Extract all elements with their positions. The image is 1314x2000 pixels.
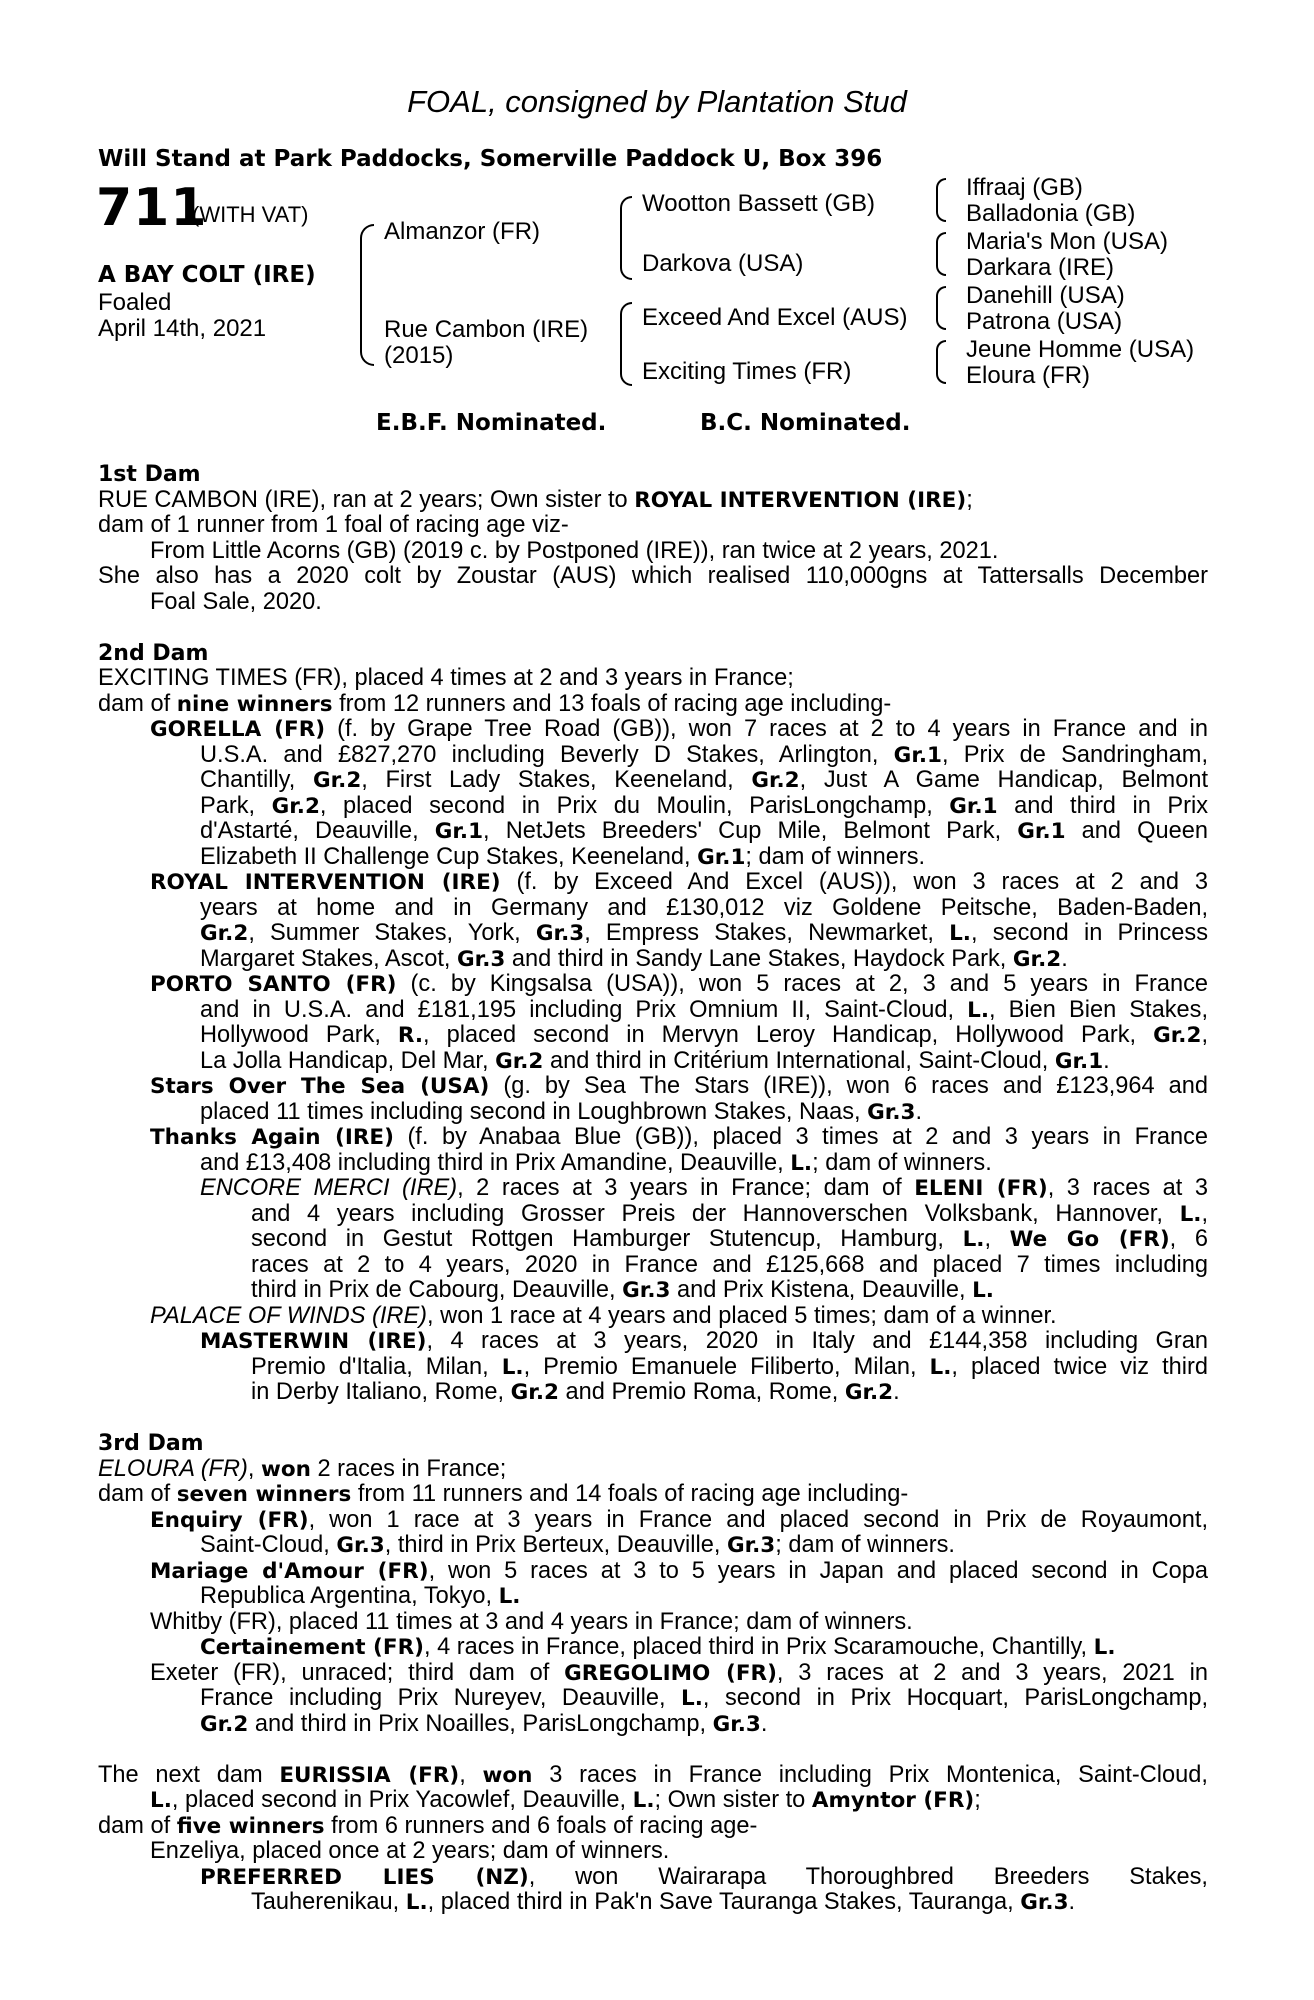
section-heading [98, 641, 1208, 667]
line-text: , second in Princess [970, 920, 1208, 946]
bold-text: ELENI (FR) [914, 1176, 1048, 1201]
line-text: dam of 1 runner from 1 foal of racing age viz- [98, 512, 569, 538]
line-text: Tauherenikau, [251, 1889, 406, 1915]
line-text: d'Astarté, Deauville, [200, 818, 435, 844]
line-text: U.S.A. and £827,270 including Beverly D Stakes, Arlington, [200, 741, 894, 768]
line-text: ; dam of winners. [745, 843, 926, 870]
foaled-date: April 14th, 2021 [98, 315, 267, 342]
pedigree-ancestor: Maria's Mon (USA) [966, 228, 1168, 255]
line-text: (g. by Sea The Stars (IRE)), won 6 races and £123,964 and [489, 1073, 1209, 1099]
line-text: , second in Prix Hocquart, ParisLongchamp, [702, 1685, 1209, 1711]
bold-text: PORTO SANTO (FR) [150, 972, 397, 997]
line-text: and £13,408 including third in Prix Amandine, Deauville, [200, 1149, 791, 1176]
bold-text: L. [150, 1788, 172, 1813]
line-text: Hollywood Park, [200, 1022, 398, 1048]
catalogue-line [98, 1559, 1208, 1585]
line-text: , won Wairarapa Thoroughbred Breeders Stakes, [528, 1863, 1208, 1890]
line-text: and Prix Kistena, Deauville, [670, 1277, 973, 1303]
bold-text: Gr.3 [867, 1099, 916, 1125]
pedigree-brace [620, 302, 632, 386]
catalogue-line [98, 717, 1208, 743]
line-text: , 4 races at 3 years, 2020 in Italy and £144,358 including Gran [426, 1328, 1208, 1354]
line-text: and 4 years including Grosser Preis der Hannoverschen Volksbank, Hannover, [251, 1200, 1180, 1227]
line-text: dam of [98, 1481, 177, 1507]
line-text: Elizabeth II Challenge Cup Stakes, Keeneland, [200, 843, 698, 870]
pedigree-brace [360, 224, 374, 366]
catalogue-line [98, 1712, 1208, 1738]
line-text: La Jolla Handicap, Del Mar, [200, 1047, 496, 1074]
bold-text: Gr.3 [712, 1711, 761, 1737]
pedigree-dam-sire: Exceed And Excel (AUS) [642, 304, 908, 331]
line-text: and third in Critérium International, Saint-Cloud, [543, 1047, 1055, 1074]
line-text: second in Gestut Rottgen Hamburger Stutencup, Hamburg, [251, 1226, 963, 1252]
line-text: , Premio Emanuele Filiberto, Milan, [523, 1353, 930, 1380]
catalogue-line [98, 590, 1208, 616]
horse-description: A BAY COLT (IRE) [98, 262, 316, 288]
line-text: She also has a 2020 colt by Zoustar (AUS) which realised 110,000gns at Tattersalls December [98, 563, 1208, 589]
line-text: , 4 races in France, placed third in Prix Scaramouche, Chantilly, [423, 1634, 1094, 1660]
line-text: years at home and in Germany and £130,012 viz Goldene Peitsche, Baden-Baden, [200, 894, 1208, 921]
bold-text: Gr.2 [510, 1380, 559, 1405]
bold-text: Amyntor (FR) [811, 1788, 975, 1813]
ebf-nomination: E.B.F. Nominated. [376, 410, 607, 436]
stand-location: Will Stand at Park Paddocks, Somerville Paddock U, Box 396 [98, 146, 883, 172]
line-text: , Just A Game Handicap, Belmont [799, 767, 1208, 793]
bold-text: Certainement (FR) [200, 1635, 424, 1660]
line-text: , placed second in Mervyn Leroy Handicap, Hollywood Park, [423, 1022, 1154, 1048]
line-text: dam of [98, 690, 177, 717]
bold-text: GREGOLIMO (FR) [564, 1660, 777, 1686]
line-text: and third in Prix [997, 792, 1208, 819]
line-text: , 3 races at 2 and 3 years, 2021 in [776, 1659, 1208, 1686]
pedigree-dam-year: (2015) [384, 342, 454, 369]
paragraph-gap [98, 1737, 1208, 1763]
line-text: , third in Prix Berteux, Deauville, [384, 1532, 727, 1558]
line-text: ; dam of winners. [812, 1149, 992, 1176]
line-text: From Little Acorns (GB) (2019 c. by Postponed (IRE)), ran twice at 2 years, 2021. [150, 537, 999, 564]
section-heading [98, 1431, 1208, 1457]
bold-text: won [482, 1762, 533, 1788]
catalogue-line [98, 1253, 1208, 1279]
vat-note: (WITH VAT) [192, 202, 309, 227]
bold-text: Gr.2 [751, 768, 800, 793]
catalogue-line [98, 1763, 1208, 1789]
bold-text: nine winners [176, 691, 333, 717]
catalogue-line [98, 845, 1208, 871]
bold-text: L. [972, 1278, 994, 1303]
bold-text: Stars Over The Sea (USA) [150, 1074, 490, 1099]
catalogue-line [98, 1023, 1208, 1049]
line-text: (f. by Exceed And Excel (AUS)), won 3 races at 2 and 3 [500, 869, 1208, 895]
italic-text: PALACE OF WINDS (IRE) [150, 1302, 428, 1329]
line-text: The next dam [98, 1761, 280, 1788]
bold-text: Gr.2 [312, 768, 362, 793]
line-text: and in U.S.A. and £181,195 including Prix Omnium II, Saint-Cloud, [200, 996, 968, 1023]
line-text: , [984, 1226, 1010, 1252]
catalogue-line [98, 1686, 1208, 1712]
line-text: , NetJets Breeders' Cup Mile, Belmont Park, [483, 818, 1018, 844]
pedigree-ancestor: Patrona (USA) [966, 308, 1123, 335]
bold-text: Gr.2 [495, 1048, 544, 1074]
catalogue-line [98, 1457, 1208, 1483]
line-text: 3 races in France including Prix Montenica, Saint-Cloud, [532, 1761, 1208, 1788]
italic-text: ENCORE MERCI (IRE) [200, 1175, 458, 1201]
pedigree-brace [936, 286, 946, 330]
catalogue-line [98, 1304, 1208, 1330]
bold-text: Gr.3 [1020, 1890, 1069, 1915]
pedigree-brace [936, 340, 946, 384]
catalogue-line [98, 947, 1208, 973]
line-text: Enzeliya, placed once at 2 years; dam of winners. [150, 1838, 670, 1864]
bold-text: Gr.1 [1054, 1048, 1104, 1074]
catalogue-line [98, 1151, 1208, 1177]
line-text: Chantilly, [200, 767, 313, 793]
line-text: , Empress Stakes, Newmarket, [584, 920, 950, 946]
line-text: Saint-Cloud, [200, 1532, 337, 1558]
bold-text: Gr.2 [1012, 946, 1062, 972]
line-text: (f. by Grape Tree Road (GB)), won 7 races at 2 to 4 years in France and in [325, 716, 1208, 742]
foaled-label: Foaled [98, 289, 172, 316]
catalogue-line [98, 513, 1208, 539]
line-text: , won 1 race at 4 years and placed 5 times; dam of a winner. [427, 1302, 1057, 1329]
line-text: . [915, 1098, 923, 1125]
section-heading-text: 1st Dam [98, 462, 201, 487]
bold-text: L. [1179, 1201, 1202, 1227]
line-text: third in Prix de Cabourg, Deauville, [251, 1277, 623, 1303]
bold-text: Gr.1 [697, 844, 746, 870]
catalogue-line [98, 1278, 1208, 1304]
pedigree-ancestor: Danehill (USA) [966, 282, 1125, 309]
pedigree-ancestor: Eloura (FR) [966, 362, 1091, 389]
catalogue-line [98, 1100, 1208, 1126]
catalogue-line [98, 1839, 1208, 1865]
catalogue-line [98, 1227, 1208, 1253]
bold-text: Gr.1 [949, 793, 998, 819]
bold-text: L. [967, 997, 989, 1023]
catalogue-line [98, 819, 1208, 845]
line-text: EXCITING TIMES (FR), placed 4 times at 2 and 3 years in France; [98, 665, 794, 691]
bold-text: GORELLA (FR) [150, 717, 326, 742]
line-text: . [760, 1710, 768, 1737]
pedigree-brace [936, 178, 946, 222]
bold-text: L. [929, 1354, 952, 1380]
bold-text: five winners [176, 1813, 325, 1839]
catalogue-line [98, 1661, 1208, 1687]
line-text: Exeter (FR), unraced; third dam of [150, 1659, 565, 1686]
line-text: in Derby Italiano, Rome, [251, 1379, 511, 1405]
paragraph-gap [98, 615, 1208, 641]
bold-text: Gr.3 [622, 1278, 671, 1303]
bold-text: Gr.2 [1153, 1023, 1202, 1048]
catalogue-line [98, 1355, 1208, 1381]
line-text: , Bien Bien Stakes, [989, 996, 1208, 1023]
bold-text: ROYAL INTERVENTION (IRE) [634, 487, 967, 513]
line-text: (f. by Anabaa Blue (GB)), placed 3 times at 2 and 3 years in France [393, 1124, 1209, 1150]
line-text: , [247, 1455, 261, 1482]
catalogue-line [98, 1890, 1208, 1916]
bold-text: L. [405, 1890, 428, 1915]
line-text: , 6 [1169, 1226, 1208, 1252]
bc-nomination: B.C. Nominated. [700, 410, 911, 436]
pedigree-brace [936, 232, 946, 276]
bold-text: L. [949, 921, 971, 946]
bold-text: L. [681, 1686, 703, 1711]
section-heading-text: 2nd Dam [98, 640, 209, 666]
pedigree-ancestor: Darkara (IRE) [966, 254, 1115, 281]
line-text: Premio d'Italia, Milan, [251, 1353, 502, 1380]
line-text: Foal Sale, 2020. [150, 588, 322, 615]
catalogue-line [98, 1380, 1208, 1406]
catalogue-line [98, 1584, 1208, 1610]
bold-text: L. [790, 1150, 813, 1176]
line-text: 2 races in France; [310, 1455, 507, 1482]
line-text: , won 1 race at 3 years in France and placed second in Prix de Royaumont, [308, 1506, 1208, 1533]
line-text: , [459, 1761, 483, 1788]
bold-text: Gr.2 [200, 1711, 249, 1737]
bold-text: won [261, 1456, 311, 1482]
section-heading [98, 462, 1208, 488]
line-text: , Prix de Sandringham, [941, 741, 1208, 768]
bold-text: Gr.1 [893, 742, 942, 768]
line-text: from 12 runners and 13 foals of racing age including- [332, 690, 892, 717]
bold-text: Gr.2 [271, 793, 320, 819]
pedigree-ancestor: Jeune Homme (USA) [966, 336, 1195, 363]
catalogue-line [98, 1635, 1208, 1661]
catalogue-line [98, 1610, 1208, 1636]
catalogue-line [98, 488, 1208, 514]
line-text: placed 11 times including second in Loughbrown Stakes, Naas, [200, 1098, 868, 1125]
catalogue-line [98, 921, 1208, 947]
line-text: Park, [200, 792, 272, 819]
line-text: Whitby (FR), placed 11 times at 3 and 4 years in France; dam of winners. [150, 1608, 913, 1635]
bold-text: Enquiry (FR) [150, 1507, 309, 1533]
bold-text: seven winners [176, 1482, 352, 1507]
lot-number: 711 [96, 178, 208, 238]
line-text: ; Own sister to [654, 1787, 812, 1813]
line-text: France including Prix Nureyev, Deauville, [200, 1685, 682, 1711]
line-text: from 11 runners and 14 foals of racing age including- [351, 1481, 909, 1507]
line-text: and Premio Roma, Rome, [558, 1379, 845, 1405]
catalogue-line [98, 692, 1208, 718]
line-text: from 6 runners and 6 foals of racing age- [324, 1812, 758, 1839]
bold-text: Gr.3 [535, 921, 585, 946]
catalogue-line [98, 870, 1208, 896]
catalogue-line [98, 564, 1208, 590]
line-text: , placed second in Prix Yacowlef, Deauville, [171, 1787, 633, 1813]
catalogue-line [98, 1508, 1208, 1534]
bold-text: L. [962, 1227, 985, 1252]
bold-text: L. [632, 1788, 655, 1813]
bold-text: Gr.1 [1017, 819, 1066, 844]
line-text: . [1103, 1047, 1110, 1074]
line-text: ; [974, 1787, 981, 1813]
catalogue-line [98, 896, 1208, 922]
line-text: ; [966, 486, 973, 513]
line-text: Republica Argentina, Tokyo, [200, 1583, 499, 1609]
pedigree-dam: Rue Cambon (IRE) [384, 316, 589, 343]
catalogue-line [98, 1125, 1208, 1151]
catalogue-line [98, 1049, 1208, 1075]
catalogue-body [98, 462, 1208, 1916]
line-text: , 2 races at 3 years in France; dam of [457, 1175, 915, 1201]
catalogue-line [98, 1482, 1208, 1508]
line-text: . [893, 1379, 900, 1405]
italic-text: ELOURA (FR) [98, 1455, 248, 1482]
bold-text: Gr.1 [434, 819, 484, 844]
bold-text: Thanks Again (IRE) [150, 1125, 394, 1150]
line-text: , placed third in Pak'n Save Tauranga Stakes, Tauranga, [427, 1889, 1021, 1915]
bold-text: Gr.3 [457, 946, 506, 972]
pedigree-dam-dam: Exciting Times (FR) [642, 358, 852, 385]
line-text: , [1201, 1022, 1208, 1048]
line-text: and third in Sandy Lane Stakes, Haydock Park, [505, 945, 1013, 972]
catalogue-line [98, 1176, 1208, 1202]
bold-text: L. [1093, 1635, 1116, 1660]
catalogue-line [98, 1814, 1208, 1840]
catalogue-line [98, 539, 1208, 565]
bold-text: Gr.3 [726, 1533, 776, 1558]
catalogue-line [98, 998, 1208, 1024]
catalogue-line [98, 743, 1208, 769]
bold-text: Mariage d'Amour (FR) [150, 1558, 429, 1584]
page-title: FOAL, consigned by Plantation Stud [407, 84, 907, 119]
bold-text: L. [501, 1354, 524, 1380]
line-text: dam of [98, 1812, 177, 1839]
line-text: , won 5 races at 3 to 5 years in Japan and placed second in Copa [428, 1557, 1208, 1584]
bold-text: R. [397, 1023, 424, 1048]
line-text: , Summer Stakes, York, [248, 920, 536, 946]
line-text: , [1201, 1200, 1208, 1227]
bold-text: We Go (FR) [1009, 1227, 1170, 1252]
bold-text: Gr.2 [844, 1380, 894, 1405]
line-text: (c. by Kingsalsa (USA)), won 5 races at 2, 3 and 5 years in France [396, 971, 1208, 997]
pedigree-sire-sire: Wootton Bassett (GB) [642, 190, 875, 217]
line-text: ; dam of winners. [775, 1532, 955, 1558]
line-text: , 3 races at 3 [1047, 1175, 1209, 1201]
line-text: RUE CAMBON (IRE), ran at 2 years; Own sister to [98, 486, 635, 513]
bold-text: PREFERRED LIES (NZ) [200, 1864, 529, 1890]
pedigree-sire: Almanzor (FR) [384, 218, 541, 245]
line-text: . [1061, 945, 1068, 972]
bold-text: EURISSIA (FR) [279, 1762, 460, 1788]
line-text: . [1068, 1889, 1076, 1915]
line-text: races at 2 to 4 years, 2020 in France and £125,668 and placed 7 times including [251, 1251, 1208, 1278]
catalogue-line [98, 1074, 1208, 1100]
catalogue-line [98, 1533, 1208, 1559]
pedigree-ancestor: Balladonia (GB) [966, 200, 1136, 227]
bold-text: MASTERWIN (IRE) [200, 1329, 427, 1354]
pedigree-brace [620, 196, 632, 280]
bold-text: L. [498, 1584, 521, 1609]
catalogue-line [98, 666, 1208, 692]
pedigree-sire-dam: Darkova (USA) [642, 250, 804, 277]
catalogue-line [98, 1788, 1208, 1814]
bold-text: ROYAL INTERVENTION (IRE) [150, 870, 501, 895]
line-text: , placed second in Prix du Moulin, ParisLongchamp, [319, 792, 950, 819]
catalogue-line [98, 1329, 1208, 1355]
catalogue-line [98, 1865, 1208, 1891]
catalogue-line [98, 972, 1208, 998]
line-text: Margaret Stakes, Ascot, [200, 945, 458, 972]
section-heading-text: 3rd Dam [98, 1431, 204, 1456]
line-text: , placed twice viz third [951, 1353, 1208, 1380]
bold-text: Gr.3 [336, 1533, 385, 1558]
line-text: and third in Prix Noailles, ParisLongchamp, [248, 1710, 713, 1737]
line-text: , First Lady Stakes, Keeneland, [361, 767, 752, 793]
bold-text: Gr.2 [200, 921, 249, 946]
catalogue-line [98, 794, 1208, 820]
catalogue-line [98, 1202, 1208, 1228]
paragraph-gap [98, 1406, 1208, 1432]
line-text: and Queen [1065, 818, 1208, 844]
pedigree-ancestor: Iffraaj (GB) [966, 174, 1083, 201]
catalogue-line [98, 768, 1208, 794]
